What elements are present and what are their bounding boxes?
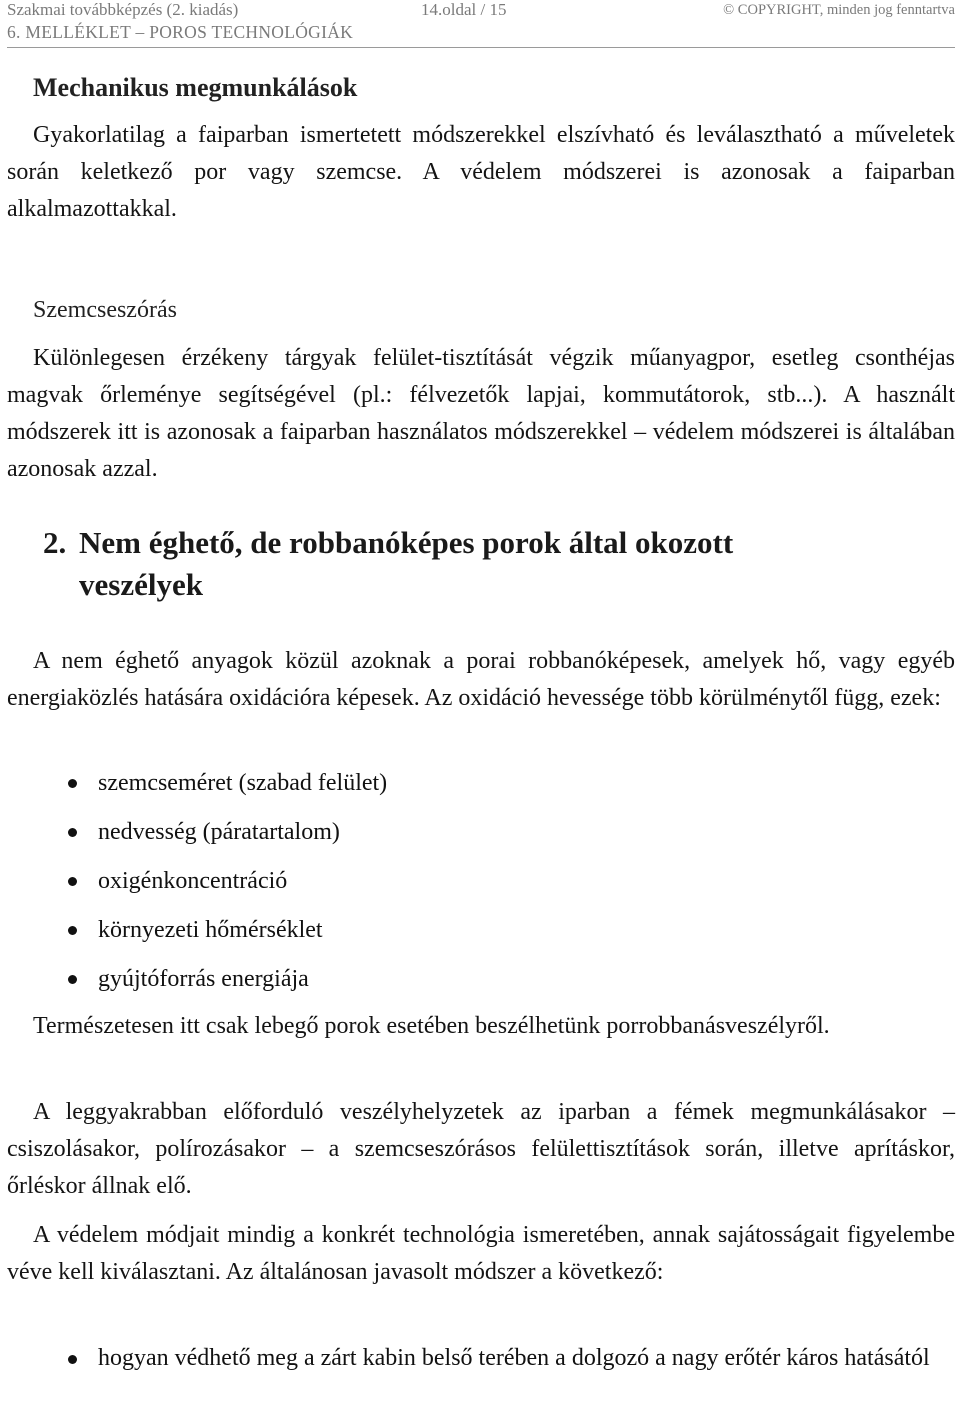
header-rule [7,47,955,48]
mechanical-paragraph: Gyakorlatilag a faiparban ismertetett módszerekkel elszívható és leválasztható a műveletek során keletkező por vagy szemcse. A védelem módszerei is azonosak a faiparban alkalmazottakkal. [7,122,955,222]
protection-paragraph: A védelem módjait mindig a konkrét technológia ismeretében, annak sajátosságait figyelembe véve kell kiválasztani. Az általánosan javasolt módszer a következő: [7,1222,955,1285]
blasting-paragraph: Különlegesen érzékeny tárgyak felület-tisztítását végzik műanyagpor, esetleg csonthéjas magvak őrleménye segítségével (pl.: félvezetők lapjai, kommutátorok, stb...). A használt módszerek itt is azonosak a faiparban használatos módszerekkel – védelem módszerei is általában azonosak azzal. [7,345,955,482]
bullet-icon [68,975,77,984]
header-copyright: © COPYRIGHT, minden jog fenntartva [723,2,955,18]
header-course-title: Szakmai továbbképzés (2. kiadás) [7,0,239,19]
list-item [7,814,955,863]
factor-text: környezeti hőmérséklet [98,917,323,943]
header-page-number: 14.oldal / 15 [421,0,507,19]
list-item [7,863,955,912]
factor-text: oxigénkoncentráció [98,868,288,894]
factors-list [7,765,955,1010]
section-number: 2. [43,525,67,560]
bullet-icon [68,828,77,837]
bullet-icon [68,877,77,886]
factor-text: gyújtóforrás energiája [98,966,309,992]
bullet-icon [68,779,77,788]
header-top-line [7,0,955,22]
list-item [7,961,955,1010]
floating-dust-paragraph: Természetesen itt csak lebegő porok esetében beszélhetünk porrobbanásveszélyről. [33,1013,830,1039]
factor-text: szemcseméret (szabad felület) [98,770,388,796]
protection-bullet-text: hogyan védhető meg a zárt kabin belső terében a dolgozó a nagy erőtér káros hatásától [98,1345,930,1371]
page-header [7,0,955,50]
bullet-icon [68,926,77,935]
hazard-situations-paragraph: A leggyakrabban előforduló veszélyhelyzetek az iparban a fémek megmunkálásakor – csiszolásakor, polírozásakor – a szemcseszórásos felülettisztítások során, illetve aprításkor, őrléskor állnak elő. [7,1099,955,1199]
section-title-line1: Nem éghető, de robbanóképes porok által okozott [79,525,734,560]
factor-text: nedvesség (páratartalom) [98,819,340,845]
section-intro-paragraph: A nem éghető anyagok közül azoknak a porai robbanóképesek, amelyek hő, vagy egyéb energiaközlés hatására oxidációra képesek. Az oxidáció hevessége több körülménytől függ, ezek: [7,648,955,711]
header-section-title: 6. MELLÉKLET – POROS TECHNOLÓGIÁK [7,22,354,42]
mechanical-heading: Mechanikus megmunkálások [33,73,358,102]
list-item [7,765,955,814]
bullet-icon [68,1355,77,1364]
list-item [7,912,955,961]
section-title-line2: veszélyek [79,567,203,602]
blasting-heading: Szemcseszórás [33,297,177,323]
